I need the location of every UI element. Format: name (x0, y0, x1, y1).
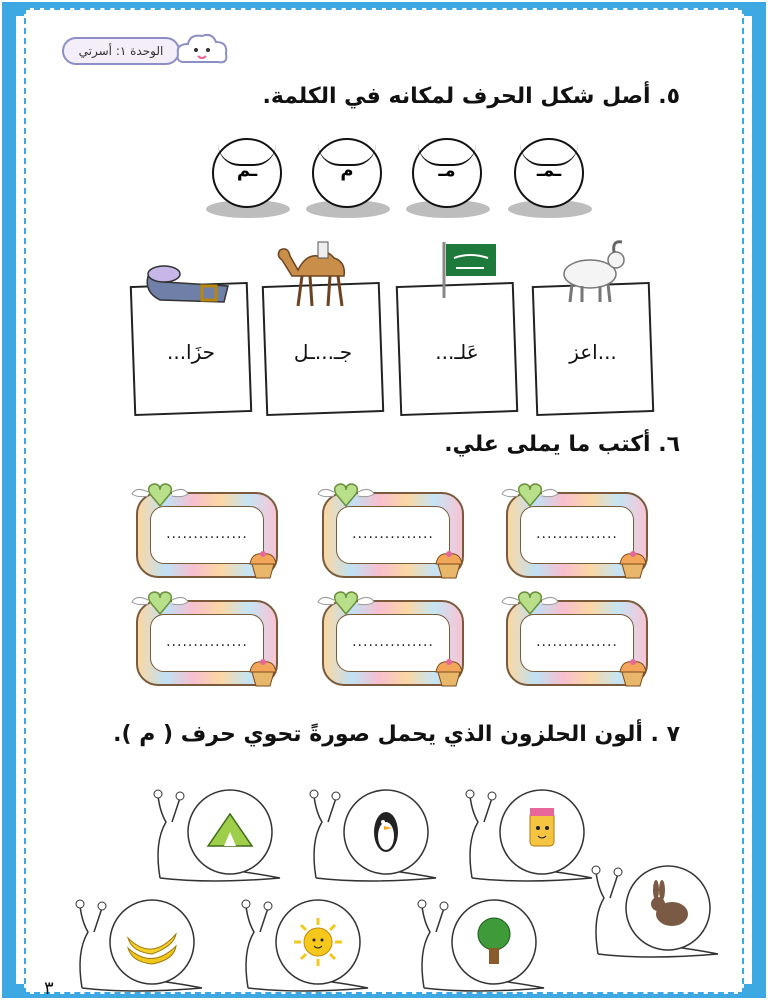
writing-line[interactable]: ............... (352, 634, 434, 650)
cupcake-icon (432, 550, 466, 580)
camel-icon (272, 236, 356, 308)
unit-label: الوحدة ١: أسرتي (62, 37, 180, 65)
snail-item[interactable] (238, 892, 378, 1000)
question-6-title: ٦. أكتب ما يملى علي. (444, 432, 680, 457)
heart-wings-icon (500, 588, 560, 618)
snail-outline-icon (588, 858, 728, 968)
letter-form: م (340, 160, 354, 181)
cupcake-icon (246, 550, 280, 580)
cupcake-icon (616, 550, 650, 580)
letter-form: ـم (236, 160, 258, 181)
word-card[interactable] (398, 284, 516, 414)
unit-badge (62, 30, 230, 72)
writing-frame[interactable] (314, 596, 464, 692)
snail-item[interactable] (150, 782, 290, 892)
snail-outline-icon (414, 892, 554, 1000)
snail-outline-icon (238, 892, 378, 1000)
writing-frame[interactable] (128, 488, 278, 584)
writing-line[interactable]: ............... (536, 526, 618, 542)
snail-item[interactable] (72, 892, 212, 1000)
writing-frame[interactable] (498, 488, 648, 584)
cupcake-icon (616, 658, 650, 688)
letter-circle[interactable] (508, 138, 592, 222)
heart-wings-icon (130, 588, 190, 618)
cupcake-icon (432, 658, 466, 688)
writing-frame[interactable] (128, 596, 278, 692)
word-text: ...اعز (569, 340, 617, 364)
cupcake-icon (246, 658, 280, 688)
letter-circle[interactable] (306, 138, 390, 222)
writing-frame[interactable] (314, 488, 464, 584)
letter-form: ـمـ (536, 160, 562, 181)
snail-item[interactable] (588, 858, 728, 968)
heart-wings-icon (130, 480, 190, 510)
writing-line[interactable]: ............... (166, 526, 248, 542)
writing-line[interactable]: ............... (166, 634, 248, 650)
penguin-icon (374, 812, 398, 852)
writing-line[interactable]: ............... (536, 634, 618, 650)
goat-icon (552, 236, 632, 306)
letter-form: مـ (438, 160, 456, 181)
snail-item[interactable] (414, 892, 554, 1000)
flag-icon (440, 240, 500, 300)
pencil-icon (530, 808, 554, 846)
snail-outline-icon (150, 782, 290, 892)
snail-outline-icon (462, 782, 602, 892)
letter-circle[interactable] (406, 138, 490, 222)
snail-outline-icon (72, 892, 212, 1000)
letter-circle[interactable] (206, 138, 290, 222)
page-number: ٣ (44, 978, 54, 999)
cloud-icon (174, 30, 230, 72)
heart-wings-icon (500, 480, 560, 510)
question-5-title: ٥. أصل شكل الحرف لمكانه في الكلمة. (262, 84, 680, 109)
snail-outline-icon (306, 782, 446, 892)
belt-icon (140, 262, 236, 308)
snail-item[interactable] (462, 782, 602, 892)
heart-wings-icon (316, 480, 376, 510)
word-text: حزَا... (166, 340, 216, 364)
word-text: جـ...ـل (293, 340, 353, 364)
snail-item[interactable] (306, 782, 446, 892)
word-text: عَلـ... (435, 340, 479, 364)
heart-wings-icon (316, 588, 376, 618)
writing-frame[interactable] (498, 596, 648, 692)
writing-line[interactable]: ............... (352, 526, 434, 542)
question-7-title: ٧ . ألون الحلزون الذي يحمل صورةً تحوي حرف ( م ). (113, 722, 680, 747)
